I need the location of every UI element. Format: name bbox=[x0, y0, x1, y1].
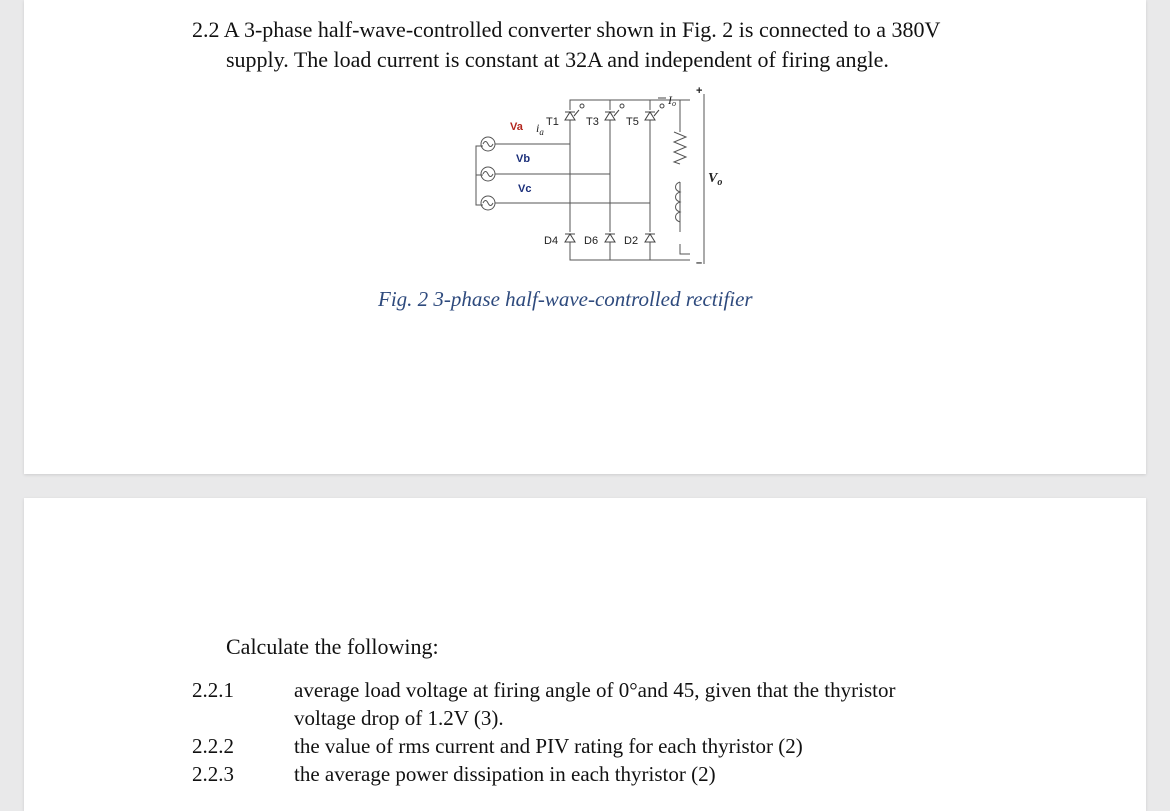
label-ia: $i_a$ bbox=[536, 121, 544, 137]
label-d4: D4 bbox=[544, 235, 559, 247]
subquestion-number: 2.2.1 bbox=[192, 678, 234, 702]
question-line-1: 2.2 A 3-phase half-wave-controlled converter shown in Fig. 2 is connected to a 380V bbox=[192, 17, 941, 42]
subquestion-text: voltage drop of 1.2V (3). bbox=[294, 706, 504, 730]
label-t1: T1 bbox=[546, 116, 559, 128]
calculate-heading: Calculate the following: bbox=[226, 634, 439, 659]
circuit-diagram bbox=[458, 82, 723, 272]
thyristor-t5-icon bbox=[645, 110, 659, 120]
diode-d4-icon bbox=[565, 234, 575, 242]
diode-d6-icon bbox=[605, 234, 615, 242]
diode-d2-icon bbox=[645, 234, 655, 242]
thyristor-t1-icon bbox=[565, 110, 579, 120]
document-page-2 bbox=[24, 498, 1146, 811]
document-page-1 bbox=[24, 0, 1146, 474]
label-va: Va bbox=[510, 121, 523, 133]
label-t3: T3 bbox=[586, 116, 599, 128]
question-line-2: supply. The load current is constant at 32A and independent of firing angle. bbox=[226, 47, 889, 72]
source-a-icon bbox=[481, 137, 495, 151]
source-c-icon bbox=[481, 196, 495, 210]
label-minus: – bbox=[696, 257, 703, 269]
subquestion-text: the average power dissipation in each thyristor (2) bbox=[294, 762, 716, 786]
source-b-icon bbox=[481, 167, 495, 181]
figure-caption: Fig. 2 3-phase half-wave-controlled rectifier bbox=[378, 287, 753, 311]
thyristor-t3-icon bbox=[605, 110, 619, 120]
label-vb: Vb bbox=[516, 153, 531, 165]
subquestion-number: 2.2.2 bbox=[192, 734, 234, 758]
subquestion-text: the value of rms current and PIV rating for each thyristor (2) bbox=[294, 734, 803, 758]
label-t5: T5 bbox=[626, 116, 639, 128]
label-d6: D6 bbox=[584, 235, 599, 247]
label-vc: Vc bbox=[518, 183, 532, 195]
label-d2: D2 bbox=[624, 235, 639, 247]
subquestion-number: 2.2.3 bbox=[192, 762, 234, 786]
label-plus: + bbox=[696, 85, 703, 97]
label-vo: $V_o$ bbox=[708, 171, 723, 188]
subquestion-text: average load voltage at firing angle of 0°and 45, given that the thyristor bbox=[294, 678, 896, 702]
label-io: Io bbox=[668, 93, 676, 108]
